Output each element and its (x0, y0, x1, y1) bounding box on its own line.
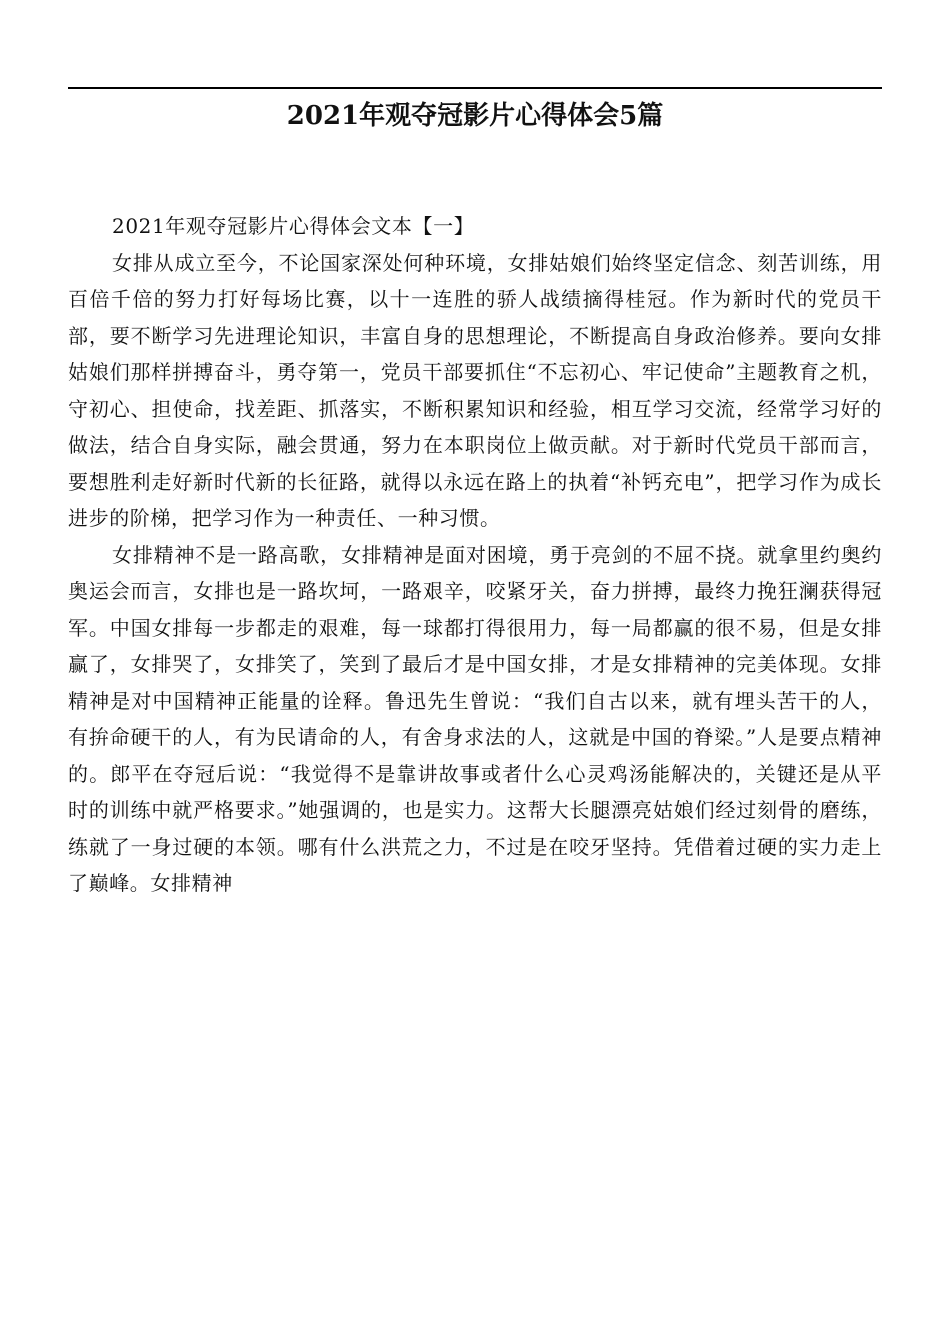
body-paragraph: 女排从成立至今，不论国家深处何种环境，女排姑娘们始终坚定信念、刻苦训练，用百倍千倍的努力打好每场比赛，以十一连胜的骄人战绩摘得桂冠。作为新时代的党员干部，要不断学习先进理论知识，丰富自身的思想理论，不断提高自身政治修养。要向女排姑娘们那样拼搏奋斗，勇夺第一，党员干部要抓住“不忘初心、牢记使命”主题教育之机，守初心、担使命，找差距、抓落实，不断积累知识和经验，相互学习交流，经常学习好的做法，结合自身实际，融会贯通，努力在本职岗位上做贡献。对于新时代党员干部而言，要想胜利走好新时代新的长征路，就得以永远在路上的执着“补钙充电”，把学习作为成长进步的阶梯，把学习作为一种责任、一种习惯。 (68, 250, 882, 530)
body-paragraph: 女排精神不是一路高歌，女排精神是面对困境，勇于亮剑的不屈不挠。就拿里约奥约奥运会而言，女排也是一路坎坷，一路艰辛，咬紧牙关，奋力拼搏，最终力挽狂澜获得冠军。中国女排每一步都走的艰难，每一球都打得很用力，每一局都赢的很不易，但是女排赢了，女排哭了，女排笑了，笑到了最后才是中国女排，才是女排精神的完美体现。女排精神是对中国精神正能量的诠释。鲁迅先生曾说：“我们自古以来，就有埋头苦干的人，有拚命硬干的人，有为民请命的人，有舍身求法的人，这就是中国的脊梁。”人是要点精神的。郎平在夺冠后说：“我觉得不是靠讲故事或者什么心灵鸡汤能解决的，关键还是从平时的训练中就严格要求。”她强调的，也是实力。这帮大长腿漂亮姑娘们经过刻骨的磨练，练就了一身过硬的本领。哪有什么洪荒之力，不过是在咬牙坚持。凭借着过硬的实力走上了巅峰。女排精神 (68, 542, 882, 895)
section-heading: 2021年观夺冠影片心得体会文本【一】 (112, 214, 475, 238)
document-body (68, 208, 882, 902)
header-rule (68, 87, 882, 89)
document-title: 2021年观夺冠影片心得体会5篇 (286, 101, 664, 131)
